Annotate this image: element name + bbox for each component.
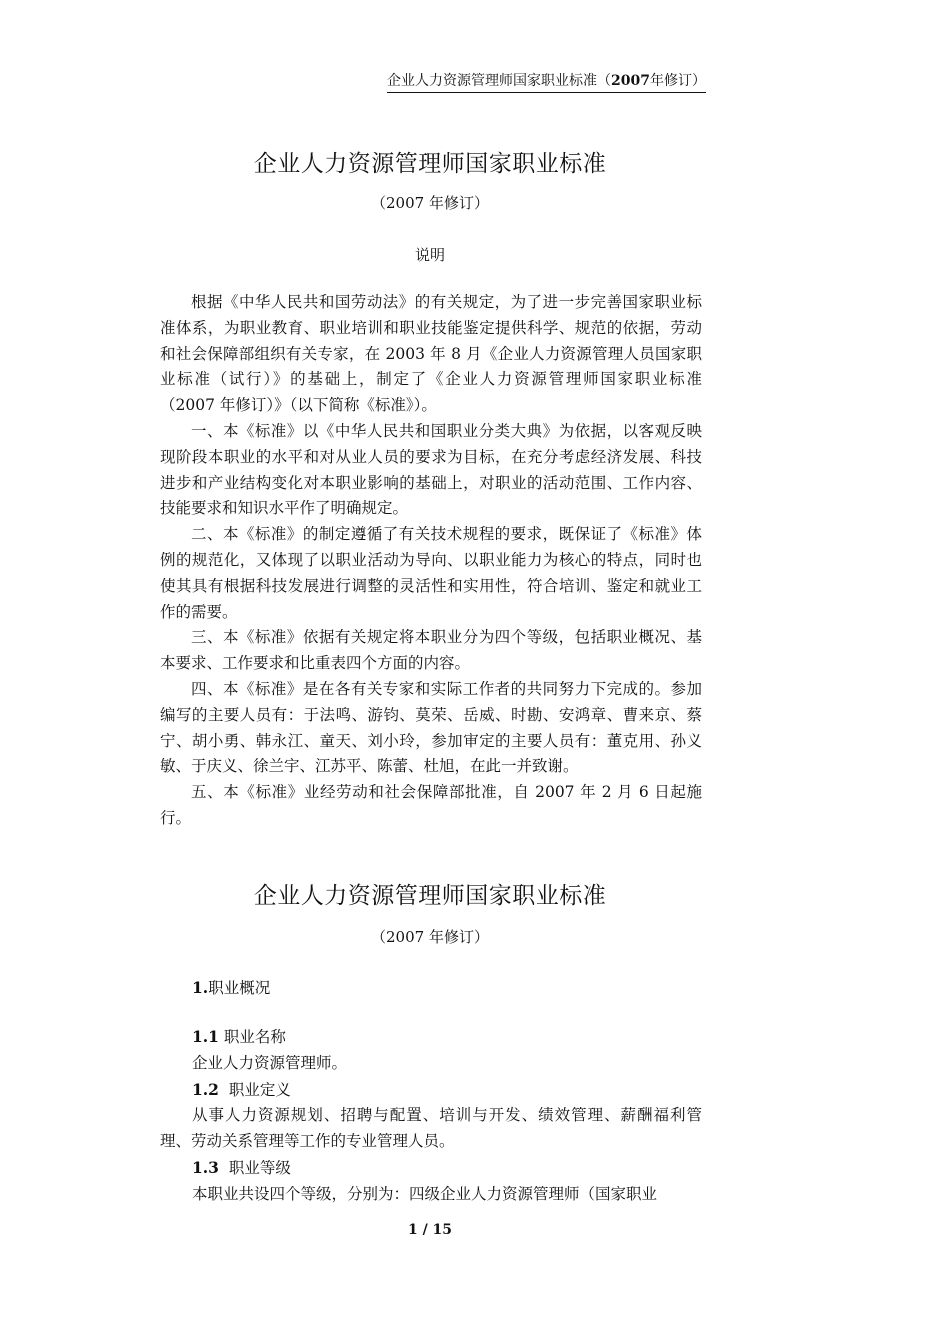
section-1-3-text: 本职业共设四个等级，分别为：四级企业人力资源管理师（国家职业 xyxy=(192,1184,658,1203)
explanation-paragraph: 五、本《标准》业经劳动和社会保障部批准，自 2007 年 2 月 6 日起施行。 xyxy=(160,783,702,827)
section-1-3-number: 1.3 xyxy=(192,1157,219,1177)
section-1-2-heading xyxy=(160,1077,702,1104)
explanation-heading: 说明 xyxy=(414,246,445,264)
section-1-1-heading xyxy=(160,1024,702,1051)
section-1-1-label: 职业名称 xyxy=(218,1028,286,1046)
intro-title: 企业人力资源管理师国家职业标准 xyxy=(253,151,607,177)
standard-title: 企业人力资源管理师国家职业标准 xyxy=(253,883,607,909)
section-1-2-number: 1.2 xyxy=(192,1079,219,1099)
standard-subtitle: （2007 年修订） xyxy=(371,928,489,946)
running-header-year: 2007 xyxy=(611,73,650,89)
section-1-number: 1. xyxy=(192,978,209,997)
explanation-paragraph: 三、本《标准》依据有关规定将本职业分为四个等级，包括职业概况、基本要求、工作要求和比重表四个方面的内容。 xyxy=(160,628,702,673)
intro-subtitle: （2007 年修订） xyxy=(371,194,489,212)
explanation-paragraph: 一、本《标准》以《中华人民共和国职业分类大典》为依据，以客观反映现阶段本职业的水平和对从业人员的要求为目标，在充分考虑经济发展、科技进步和产业结构变化对本职业影响的基础上，对职业的活动范围、工作内容、技能要求和知识水平作了明确规定。 xyxy=(160,421,702,518)
section-1-3-label: 职业等级 xyxy=(218,1158,291,1177)
running-header-suffix: 年修订） xyxy=(650,73,706,89)
explanation-paragraph: 二、本《标准》的制定遵循了有关技术规程的要求，既保证了《标准》体例的规范化，又体现了以职业活动为导向、以职业能力为核心的特点，同时也使其具有根据科技发展进行调整的灵活性和实用性，符合培训、鉴定和就业工作的需要。 xyxy=(160,525,702,621)
section-1-2-text: 从事人力资源规划、招聘与配置、培训与开发、绩效管理、薪酬福利管理、劳动关系管理等工作的专业管理人员。 xyxy=(160,1106,702,1151)
section-1-1-text: 企业人力资源管理师。 xyxy=(192,1053,348,1072)
section-1-1-number: 1.1 xyxy=(192,1027,219,1046)
section-1-3-heading xyxy=(160,1155,702,1182)
running-header xyxy=(387,70,706,93)
section-1-body xyxy=(160,1024,702,1208)
running-header-title: 企业人力资源管理师国家职业标准（ xyxy=(387,73,612,89)
section-1-2-label: 职业定义 xyxy=(218,1080,291,1099)
section-1-heading xyxy=(160,975,702,1002)
explanation-body xyxy=(160,290,702,832)
page-number: 1 / 15 xyxy=(407,1222,453,1238)
explanation-paragraph: 四、本《标准》是在各有关专家和实际工作者的共同努力下完成的。参加编写的主要人员有：于法鸣、游钧、莫荣、岳威、时勘、安鸿章、曹来京、蔡宁、胡小勇、韩永江、童天、刘小玲，参加审定的主要人员有：董克用、孙义敏、于庆义、徐兰宇、江苏平、陈蕾、杜旭，在此一并致谢。 xyxy=(160,679,702,776)
explanation-paragraph: 根据《中华人民共和国劳动法》的有关规定，为了进一步完善国家职业标准体系，为职业教育、职业培训和职业技能鉴定提供科学、规范的依据，劳动和社会保障部组织有关专家，在 2003 年 8 月《企业人力资源管理人员国家职业标准（试行）》的基础上，制定了《企业人力资源管理师国家职业标准（2007 年修订）》（以下简称《标准》）。 xyxy=(160,293,702,415)
section-1-label: 职业概况 xyxy=(208,979,271,997)
